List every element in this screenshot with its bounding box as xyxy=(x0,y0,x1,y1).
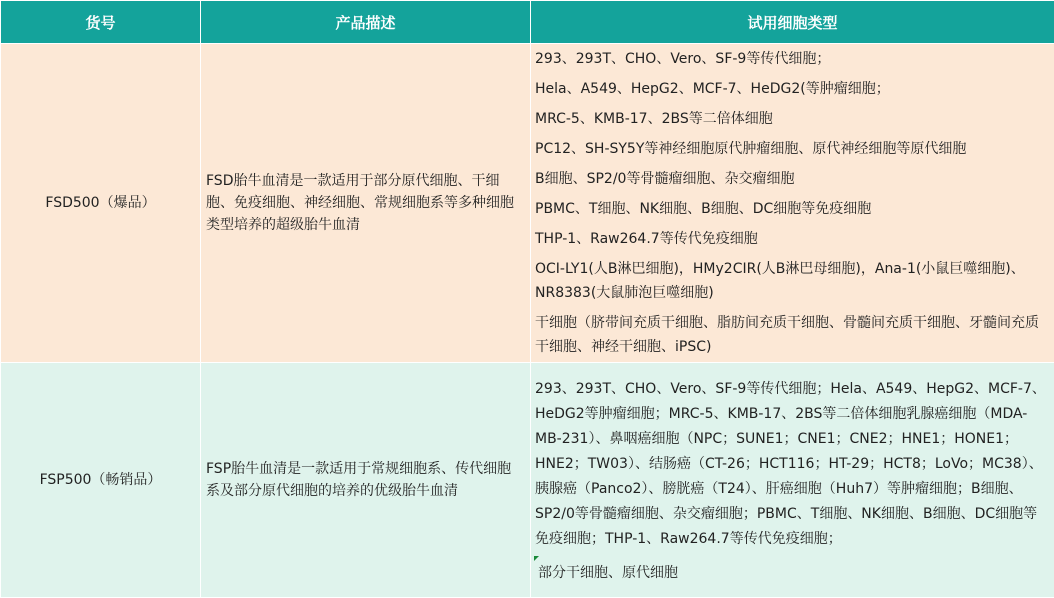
table-row-fsp500 xyxy=(1,363,1054,598)
cell-comment-marker xyxy=(534,556,539,561)
header-sku: 货号 xyxy=(1,1,201,44)
cell-type-line: 干细胞（脐带间充质干细胞、脂肪间充质干细胞、骨髓间充质干细胞、牙髓间充质干细胞、神经干细胞、iPSC) xyxy=(535,315,1039,355)
cell-types-cell xyxy=(531,44,1054,363)
cell-type-line: MRC-5、KMB-17、2BS等二倍体细胞 xyxy=(535,111,773,127)
cell-types-paragraph: 293、293T、CHO、Vero、SF-9等传代细胞；Hela、A549、HepG2、MCF-7、HeDG2等肿瘤细胞；MRC-5、KMB-17、2BS等二倍体细胞乳腺癌细胞（MDA-MB-231）、鼻咽癌细胞（NPC；SUNE1；CNE1；CNE2；HNE1；HONE1；HNE2；TW03）、结肠癌（CT-26；HCT116；HT-29；HCT8；LoVo；MC38）、胰腺癌（Panco2）、膀胱癌（T24）、肝癌细胞（Huh7）等肿瘤细胞；B细胞、SP2/0等骨髓瘤细胞、杂交瘤细胞；PBMC、T细胞、NK细胞、B细胞、DC细胞等免疫细胞；THP-1、Raw264.7等传代免疫细胞； xyxy=(535,380,1046,547)
cell-type-line: B细胞、SP2/0等骨髓瘤细胞、杂交瘤细胞 xyxy=(535,171,795,187)
cell-type-line: 293、293T、CHO、Vero、SF-9等传代细胞； xyxy=(535,51,831,67)
header-cell-types: 试用细胞类型 xyxy=(531,1,1054,44)
cell-types-tail-wrap xyxy=(535,562,1050,584)
cell-type-line: PC12、SH-SY5Y等神经细胞原代肿瘤细胞、原代神经细胞等原代细胞 xyxy=(535,141,967,157)
sku-cell: FSD500（爆品） xyxy=(1,44,201,363)
table-row-fsd500 xyxy=(1,44,1054,363)
cell-types-tail: 部分干细胞、原代细胞 xyxy=(538,564,678,581)
cell-type-line: OCI-LY1(人B淋巴细胞)，HMy2CIR(人B淋巴母细胞)，Ana-1(小鼠巨噬细胞)、NR8383(大鼠肺泡巨噬细胞) xyxy=(535,261,1025,301)
cell-types-cell xyxy=(531,363,1054,598)
cell-type-line: Hela、A549、HepG2、MCF-7、HeDG2(等肿瘤细胞； xyxy=(535,81,890,97)
header-description: 产品描述 xyxy=(201,1,531,44)
description-cell: FSP胎牛血清是一款适用于常规细胞系、传代细胞系及部分原代细胞的培养的优级胎牛血清 xyxy=(201,363,531,598)
cell-type-line: THP-1、Raw264.7等传代免疫细胞 xyxy=(535,231,758,247)
description-cell: FSD胎牛血清是一款适用于部分原代细胞、干细胞、免疫细胞、神经细胞、常规细胞系等多种细胞类型培养的超级胎牛血清 xyxy=(201,44,531,363)
table-header xyxy=(1,1,1054,44)
sku-cell: FSP500（畅销品） xyxy=(1,363,201,598)
cell-type-line: PBMC、T细胞、NK细胞、B细胞、DC细胞等免疫细胞 xyxy=(535,201,872,217)
